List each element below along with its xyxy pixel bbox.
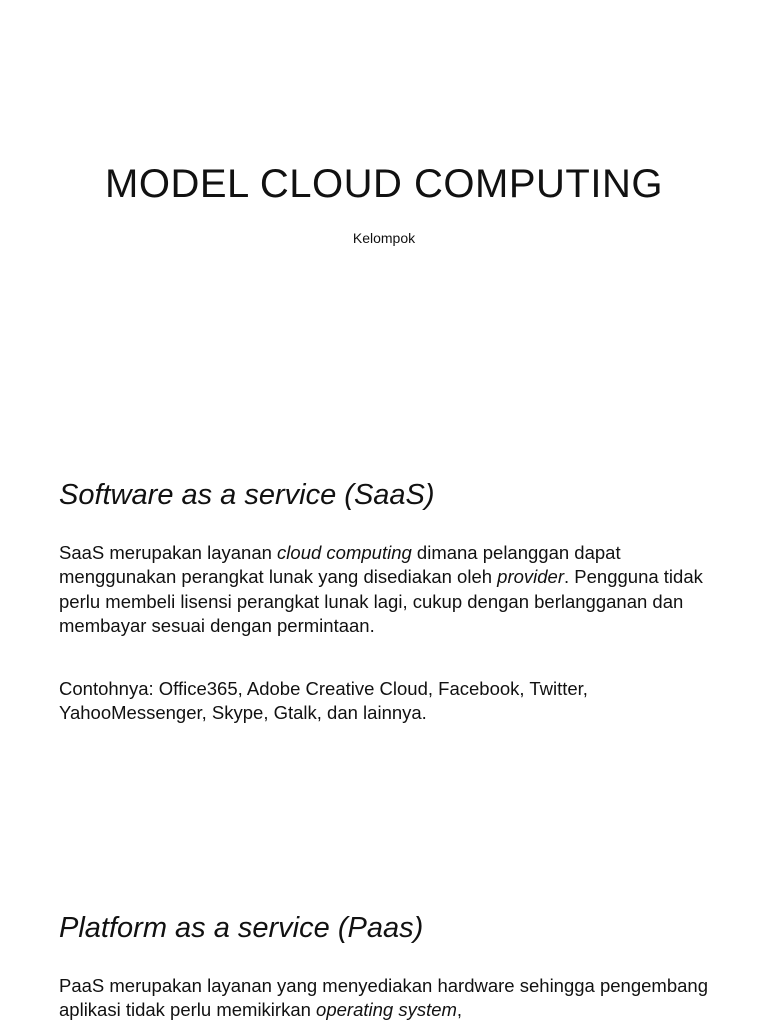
paas-text-2: ,: [456, 999, 463, 1021]
paas-description: [59, 974, 728, 1023]
presentation-subtitle: Kelompok: [352, 230, 416, 246]
saas-text-2: dimana pelanggan dapat menggunakan perangkat lunak yang disediakan oleh: [59, 541, 621, 588]
saas-slide: [0, 470, 768, 890]
saas-examples: Contohnya: Office365, Adobe Creative Cloud, Facebook, Twitter, YahooMessenger, Skype, Gtalk, dan lainnya.: [59, 677, 588, 724]
saas-heading: Software as a service (SaaS): [59, 479, 435, 511]
paas-slide: [0, 900, 768, 1024]
paas-emphasis-operating-system: operating system: [316, 999, 457, 1021]
paas-text-1: PaaS merupakan layanan yang menyediakan hardware sehingga pengembang aplikasi tidak perlu memikirkan: [59, 974, 708, 1021]
paas-heading: Platform as a service (Paas): [59, 912, 424, 944]
title-slide: [0, 0, 768, 430]
saas-emphasis-provider: provider: [497, 566, 564, 588]
saas-description: [59, 541, 728, 639]
presentation-title: MODEL CLOUD COMPUTING: [105, 162, 663, 206]
saas-text-1: SaaS merupakan layanan: [59, 541, 278, 563]
saas-emphasis-cloud-computing: cloud computing: [277, 541, 412, 563]
saas-text-3: . Pengguna tidak perlu membeli lisensi perangkat lunak lagi, cukup dengan berlangganan dan membayar sesuai dengan permintaan.: [59, 566, 703, 637]
